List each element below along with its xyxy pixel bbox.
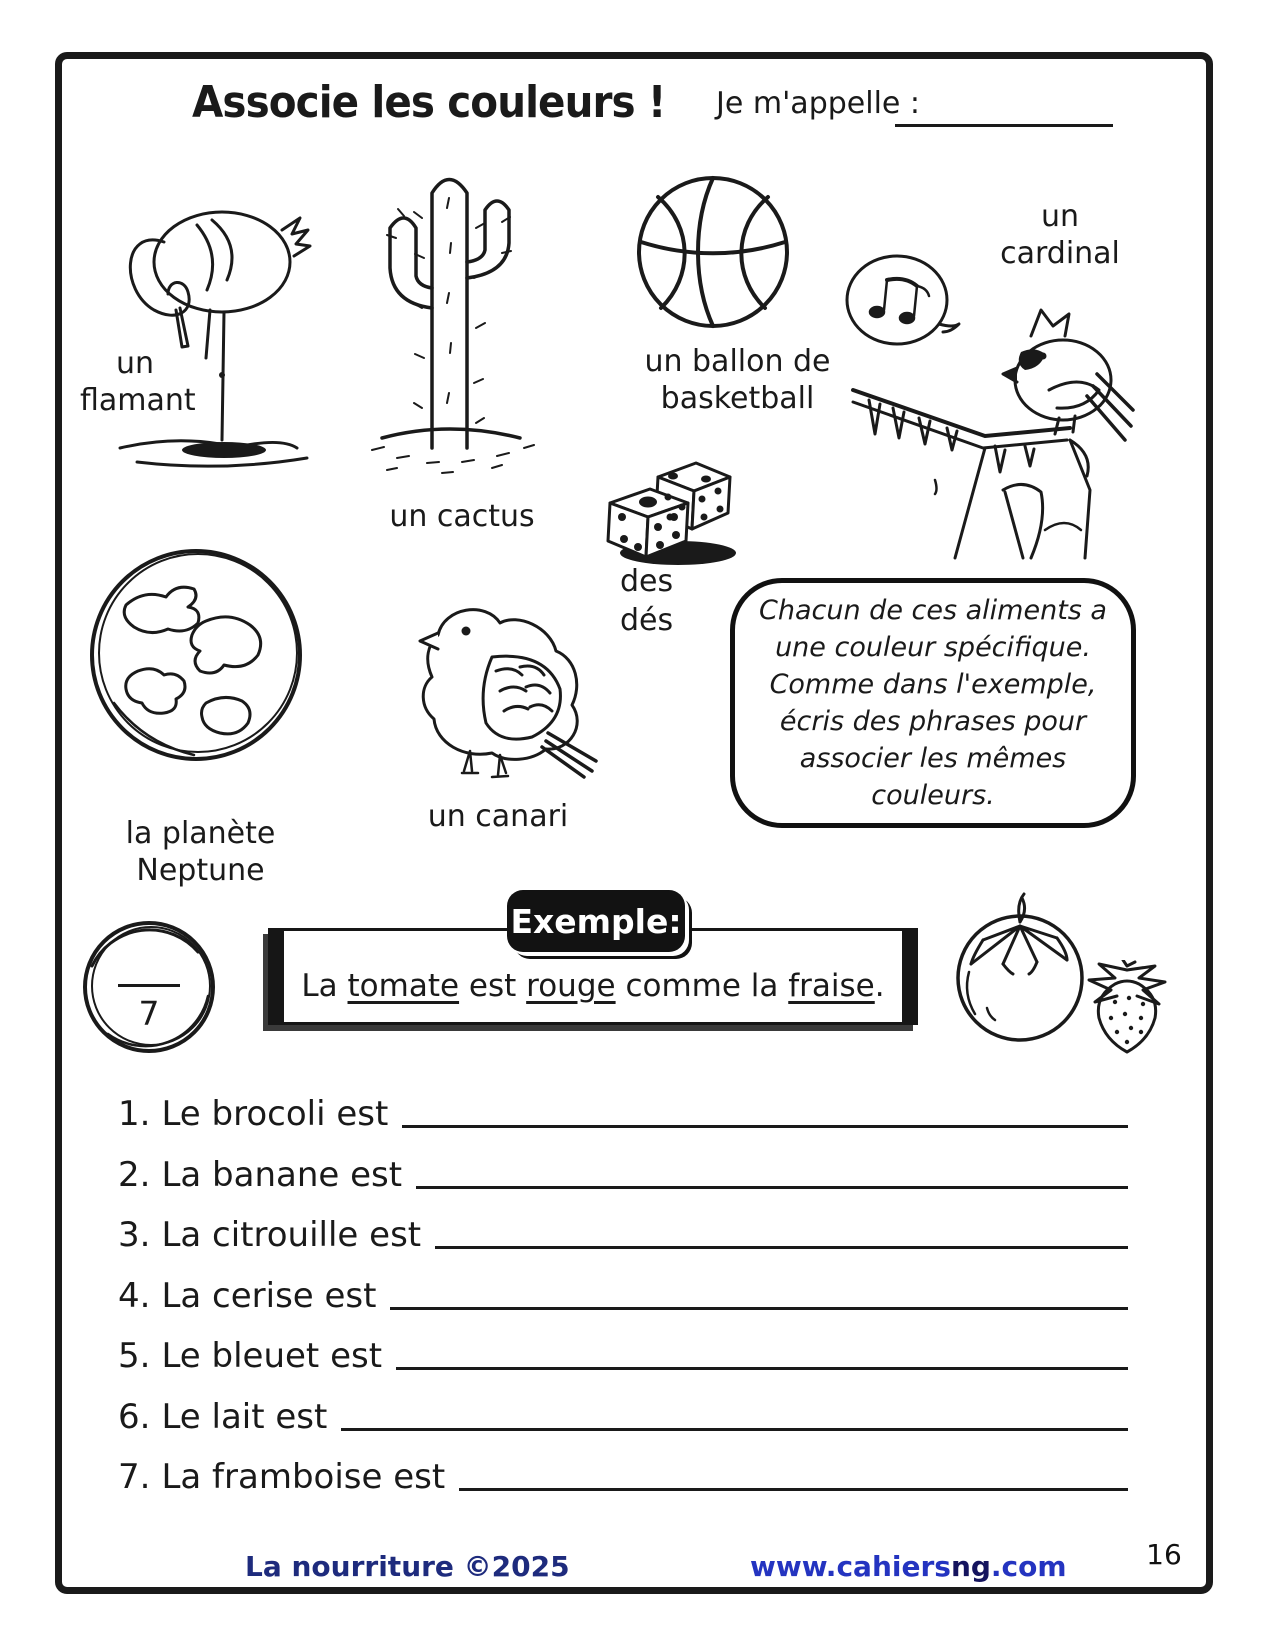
item-text: La framboise est xyxy=(161,1457,446,1497)
page-title: Associe les couleurs ! xyxy=(192,77,666,128)
item-blank-line[interactable] xyxy=(459,1448,1128,1491)
footer-website-link[interactable]: www.cahiersng.com xyxy=(750,1550,1067,1583)
item-number: 4. xyxy=(118,1276,151,1316)
example-sentence: La tomate est rouge comme la fraise. xyxy=(301,967,885,1004)
item-text: La banane est xyxy=(161,1155,403,1195)
item-number: 6. xyxy=(118,1397,151,1437)
item-blank-line[interactable] xyxy=(341,1388,1128,1431)
item-text: La citrouille est xyxy=(161,1215,422,1255)
score-blank-line[interactable] xyxy=(118,984,180,987)
page-number: 16 xyxy=(1146,1538,1182,1571)
instructions-bubble xyxy=(730,578,1136,828)
label-flamant: un flamant xyxy=(80,346,196,418)
strawberry-illustration xyxy=(1085,960,1170,1055)
tomato-illustration xyxy=(945,880,1095,1045)
example-word-fraise: fraise xyxy=(788,967,875,1004)
label-cactus: un cactus xyxy=(389,499,535,534)
flamingo-illustration xyxy=(92,150,312,480)
worksheet-item-2 xyxy=(118,1143,1128,1195)
planet-neptune-illustration xyxy=(86,543,308,771)
worksheet-item-6 xyxy=(118,1385,1128,1437)
item-blank-line[interactable] xyxy=(396,1327,1128,1370)
name-label: Je m'appelle : xyxy=(716,86,921,121)
item-number: 5. xyxy=(118,1336,151,1376)
item-number: 1. xyxy=(118,1094,151,1134)
item-number: 3. xyxy=(118,1215,151,1255)
score-circle xyxy=(78,916,220,1058)
item-number: 2. xyxy=(118,1155,151,1195)
label-basketball: un ballon de basketball xyxy=(644,344,831,416)
worksheet-item-4 xyxy=(118,1264,1128,1316)
worksheet-item-1 xyxy=(118,1082,1128,1134)
item-blank-line[interactable] xyxy=(390,1267,1128,1310)
example-badge: Exemple: xyxy=(507,890,685,952)
instructions-text: Chacun de ces aliments a une couleur spécifique. Comme dans l'exemple, écris des phrases pour associer les mêmes couleurs. xyxy=(759,595,1107,811)
label-canari: un canari xyxy=(427,799,569,834)
item-text: La cerise est xyxy=(161,1276,377,1316)
worksheet-item-5 xyxy=(118,1324,1128,1376)
basketball-illustration xyxy=(633,172,793,332)
canary-illustration xyxy=(400,593,600,783)
name-blank-line[interactable] xyxy=(895,92,1113,127)
item-text: Le brocoli est xyxy=(161,1094,389,1134)
example-word-rouge: rouge xyxy=(526,967,616,1004)
label-cardinal: un cardinal xyxy=(1000,199,1120,271)
worksheet-item-7 xyxy=(118,1445,1128,1497)
item-number: 7. xyxy=(118,1457,151,1497)
dice-illustration xyxy=(600,455,740,570)
item-blank-line[interactable] xyxy=(435,1206,1128,1249)
footer-copyright: La nourriture ©2025 xyxy=(245,1550,570,1583)
cardinal-illustration xyxy=(835,240,1135,560)
label-dice: des dés xyxy=(620,564,674,638)
item-blank-line[interactable] xyxy=(416,1146,1128,1189)
example-word-tomate: tomate xyxy=(347,967,460,1004)
worksheet-item-3 xyxy=(118,1203,1128,1255)
item-text: Le lait est xyxy=(161,1397,328,1437)
label-neptune: la planète Neptune xyxy=(125,816,276,888)
item-text: Le bleuet est xyxy=(161,1336,383,1376)
score-total: 7 xyxy=(138,994,160,1033)
item-blank-line[interactable] xyxy=(402,1085,1128,1128)
cactus-illustration xyxy=(352,158,547,478)
